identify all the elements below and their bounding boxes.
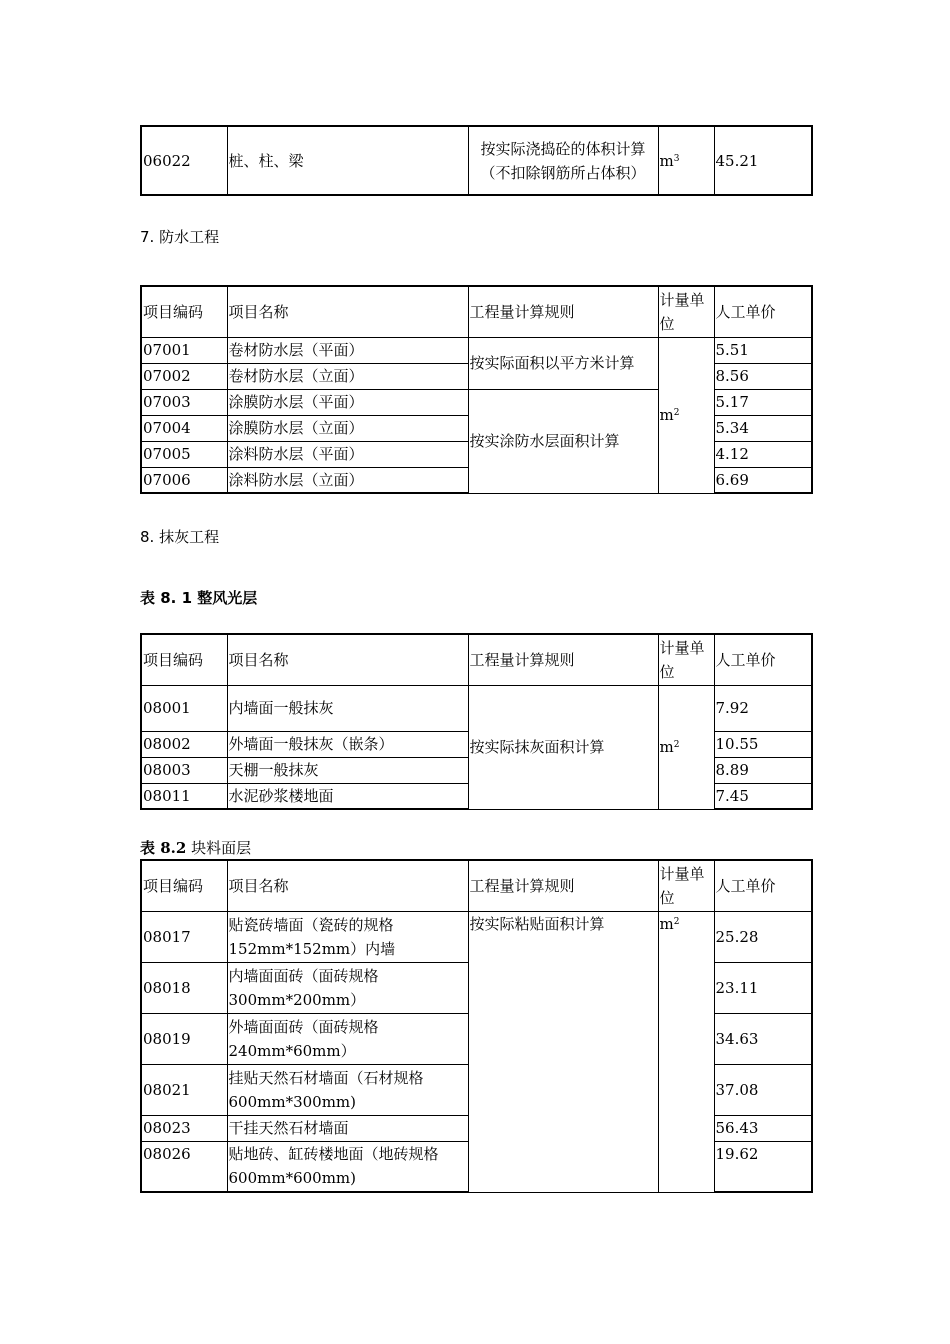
header-unit-line1: 计量单	[659, 638, 705, 657]
item-code: 08017	[141, 911, 227, 962]
item-name: 涂料防水层（平面）	[227, 441, 468, 467]
table-concrete	[140, 125, 813, 196]
unit-base: m	[659, 914, 674, 933]
unit-exp: 3	[673, 153, 680, 164]
header-unit-line1: 计量单	[659, 290, 705, 309]
table-header-row	[141, 286, 812, 337]
table-waterproof	[140, 285, 813, 494]
labor-price: 4.12	[714, 441, 812, 467]
section-title-waterproof: 7. 防水工程	[140, 228, 220, 246]
header-code: 项目编码	[141, 634, 227, 685]
unit-base: m	[659, 738, 674, 756]
header-unit	[658, 860, 714, 911]
item-name	[227, 962, 468, 1013]
item-name: 涂料防水层（立面）	[227, 467, 468, 493]
item-name-line2: 600mm*300mm)	[228, 1092, 357, 1111]
table-row	[141, 337, 812, 363]
calc-rule-line2: （不扣除钢筋所占体积）	[480, 163, 646, 182]
labor-price: 8.56	[714, 363, 812, 389]
labor-price: 37.08	[714, 1064, 812, 1115]
unit	[658, 911, 714, 1192]
labor-price: 56.43	[714, 1115, 812, 1141]
item-name: 卷材防水层（立面）	[227, 363, 468, 389]
item-code: 08019	[141, 1013, 227, 1064]
item-name-line1: 挂贴天然石材墙面（石材规格	[228, 1068, 424, 1087]
item-code: 08026	[141, 1141, 227, 1192]
unit-base: m	[659, 406, 674, 424]
item-name-line1: 贴瓷砖墙面（瓷砖的规格	[228, 915, 394, 934]
header-name: 项目名称	[227, 286, 468, 337]
item-name-line1: 贴地砖、缸砖楼地面（地砖规格	[228, 1145, 439, 1164]
labor-price: 19.62	[714, 1141, 812, 1192]
table-header-row	[141, 634, 812, 685]
item-name: 桩、柱、梁	[227, 126, 468, 195]
item-code: 07003	[141, 389, 227, 415]
header-price: 人工单价	[714, 286, 812, 337]
calc-rule: 按实涂防水层面积计算	[468, 389, 658, 493]
item-code: 08003	[141, 757, 227, 783]
item-name	[227, 1064, 468, 1115]
header-rule: 工程量计算规则	[468, 286, 658, 337]
table-row	[141, 126, 812, 195]
labor-price: 45.21	[714, 126, 812, 195]
unit-exp: 2	[673, 740, 680, 750]
item-name: 涂膜防水层（平面）	[227, 389, 468, 415]
calc-rule: 按实际抹灰面积计算	[468, 685, 658, 809]
item-name: 天棚一般抹灰	[227, 757, 468, 783]
header-rule: 工程量计算规则	[468, 634, 658, 685]
item-name	[227, 911, 468, 962]
item-code: 07002	[141, 363, 227, 389]
calc-rule	[468, 126, 658, 195]
item-code: 08021	[141, 1064, 227, 1115]
header-unit	[658, 634, 714, 685]
unit-base: m	[659, 151, 674, 170]
calc-rule: 按实际粘贴面积计算	[468, 911, 658, 1192]
labor-price: 10.55	[714, 731, 812, 757]
item-name-line2: 240mm*60mm）	[228, 1041, 356, 1060]
header-unit-line2: 位	[659, 888, 675, 907]
labor-price: 23.11	[714, 962, 812, 1013]
labor-price: 5.34	[714, 415, 812, 441]
header-code: 项目编码	[141, 860, 227, 911]
section-title-plaster: 8. 抹灰工程	[140, 528, 220, 546]
header-price: 人工单价	[714, 634, 812, 685]
labor-price: 5.51	[714, 337, 812, 363]
header-name: 项目名称	[227, 860, 468, 911]
item-name-line2: 300mm*200mm）	[228, 990, 366, 1009]
header-unit	[658, 286, 714, 337]
item-name: 涂膜防水层（立面）	[227, 415, 468, 441]
unit-exp: 2	[673, 916, 680, 927]
header-unit-line1: 计量单	[659, 864, 705, 883]
item-code: 08002	[141, 731, 227, 757]
table-caption-8-2	[140, 837, 251, 858]
item-name: 水泥砂浆楼地面	[227, 783, 468, 809]
labor-price: 6.69	[714, 467, 812, 493]
labor-price: 7.45	[714, 783, 812, 809]
header-unit-line2: 位	[659, 662, 675, 681]
item-code: 07006	[141, 467, 227, 493]
item-name-line1: 内墙面面砖（面砖规格	[228, 966, 379, 985]
item-name	[227, 1013, 468, 1064]
labor-price: 25.28	[714, 911, 812, 962]
labor-price: 7.92	[714, 685, 812, 731]
unit	[658, 685, 714, 809]
calc-rule: 按实际面积以平方米计算	[468, 337, 658, 389]
item-code: 08018	[141, 962, 227, 1013]
unit-exp: 2	[673, 408, 680, 418]
table-row	[141, 685, 812, 731]
header-code: 项目编码	[141, 286, 227, 337]
item-name-line1: 外墙面面砖（面砖规格	[228, 1017, 379, 1036]
item-code: 07004	[141, 415, 227, 441]
table-header-row	[141, 860, 812, 911]
unit	[658, 337, 714, 493]
item-code: 07005	[141, 441, 227, 467]
item-name: 卷材防水层（平面）	[227, 337, 468, 363]
item-name	[227, 1141, 468, 1192]
header-name: 项目名称	[227, 634, 468, 685]
header-unit-line2: 位	[659, 314, 675, 333]
table-caption-number: 表 8.2	[140, 839, 187, 857]
labor-price: 8.89	[714, 757, 812, 783]
calc-rule-line1: 按实际浇捣砼的体积计算	[480, 139, 646, 158]
labor-price: 5.17	[714, 389, 812, 415]
item-name: 内墙面一般抹灰	[227, 685, 468, 731]
item-code: 07001	[141, 337, 227, 363]
header-rule: 工程量计算规则	[468, 860, 658, 911]
item-name-line2: 600mm*600mm)	[228, 1169, 357, 1188]
item-name: 干挂天然石材墙面	[227, 1115, 468, 1141]
item-code: 08023	[141, 1115, 227, 1141]
labor-price: 34.63	[714, 1013, 812, 1064]
table-caption-text: 块料面层	[186, 839, 252, 857]
item-code: 08001	[141, 685, 227, 731]
item-code: 08011	[141, 783, 227, 809]
table-tiles	[140, 859, 813, 1193]
item-code: 06022	[141, 126, 227, 195]
table-caption-8-1: 表 8. 1 整风光层	[140, 589, 258, 607]
table-row	[141, 911, 812, 962]
header-price: 人工单价	[714, 860, 812, 911]
table-plaster	[140, 633, 813, 810]
item-name-line2: 152mm*152mm）内墙	[228, 939, 396, 958]
unit	[658, 126, 714, 195]
item-name: 外墙面一般抹灰（嵌条）	[227, 731, 468, 757]
